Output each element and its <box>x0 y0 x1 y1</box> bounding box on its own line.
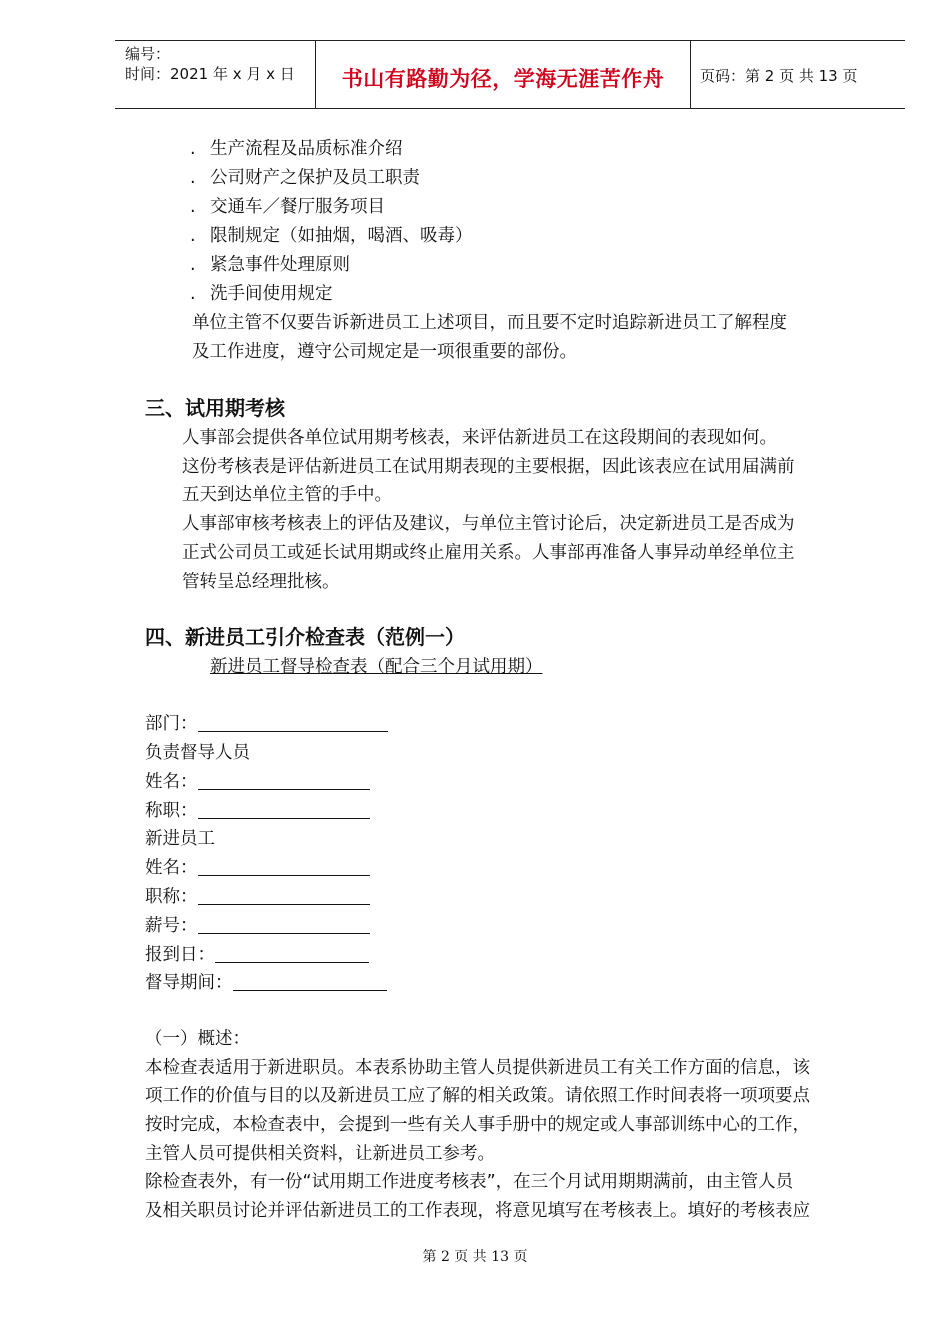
field-label: 部门： <box>145 714 198 734</box>
bullet-marker: . <box>190 139 196 159</box>
field-label: 姓名： <box>145 858 198 878</box>
header-motto-cell <box>315 41 691 108</box>
paragraph-line: 及相关职员讨论并评估新进员工的工作表现，将意见填写在考核表上。填好的考核表应 <box>145 1201 810 1221</box>
group-label: 新进员工 <box>145 829 215 849</box>
header-left-cell <box>115 41 315 108</box>
supervisor-title-field <box>145 799 370 823</box>
supervision-period-field <box>145 971 387 995</box>
paragraph-line: 主管人员可提供相关资料，让新进员工参考。 <box>145 1144 495 1164</box>
list-item <box>190 282 333 306</box>
paragraph-line: 正式公司员工或延长试用期或终止雇用关系。人事部再准备人事异动单经单位主 <box>182 543 795 563</box>
blank-line <box>198 915 370 934</box>
list-item-text: 生产流程及品质标准介绍 <box>210 139 403 159</box>
field-label: 称职： <box>145 801 198 821</box>
section-heading: 四、新进员工引介检查表（范例一） <box>145 625 465 649</box>
form-subtitle: 新进员工督导检查表（配合三个月试用期） <box>210 657 543 677</box>
list-item <box>190 253 350 277</box>
blank-line <box>198 886 370 905</box>
field-label: 督导期间： <box>145 973 233 993</box>
paragraph-line: 及工作进度，遵守公司规定是一项很重要的部份。 <box>192 342 577 362</box>
paragraph-line: 人事部审核考核表上的评估及建议，与单位主管讨论后，决定新进员工是否成为 <box>182 514 795 534</box>
blank-line <box>198 800 370 819</box>
field-label: 姓名： <box>145 772 198 792</box>
list-item <box>190 166 420 190</box>
list-item <box>190 137 403 161</box>
supervisor-name-field <box>145 770 370 794</box>
header-page-info: 页码：第 2 页 共 13 页 <box>700 67 858 85</box>
newhire-salary-field <box>145 914 370 938</box>
list-item-text: 洗手间使用规定 <box>210 284 333 304</box>
field-label: 薪号： <box>145 916 198 936</box>
list-item <box>190 224 473 248</box>
bullet-marker: . <box>190 197 196 217</box>
report-date-field <box>145 943 369 967</box>
paragraph-line: 除检查表外，有一份“试用期工作进度考核表”，在三个月试用期期满前，由主管人员 <box>145 1172 794 1192</box>
document-time-label: 时间：2021 年 x 月 x 日 <box>125 65 295 83</box>
paragraph-line: 单位主管不仅要告诉新进员工上述项目，而且要不定时追踪新进员工了解程度 <box>192 313 787 333</box>
bullet-marker: . <box>190 255 196 275</box>
newhire-name-field <box>145 856 370 880</box>
list-item-text: 交通车／餐厅服务项目 <box>210 197 385 217</box>
document-number-label: 编号： <box>125 45 171 63</box>
field-label: 报到日： <box>145 945 215 965</box>
paragraph-line: 五天到达单位主管的手中。 <box>182 485 392 505</box>
bullet-marker: . <box>190 168 196 188</box>
bullet-marker: . <box>190 284 196 304</box>
blank-line <box>198 857 370 876</box>
list-item-text: 公司财产之保护及员工职责 <box>210 168 420 188</box>
group-label: 负责督导人员 <box>145 743 250 763</box>
paragraph-line: 项工作的价值与目的以及新进员工应了解的相关政策。请依照工作时间表将一项项要点 <box>145 1086 810 1106</box>
page-header <box>115 40 905 109</box>
list-item-text: 紧急事件处理原则 <box>210 255 350 275</box>
newhire-title-field <box>145 885 370 909</box>
field-label: 职称： <box>145 887 198 907</box>
department-field <box>145 712 388 736</box>
blank-line <box>198 713 388 732</box>
page-footer: 第 2 页 共 13 页 <box>422 1249 528 1265</box>
paragraph-line: 本检查表适用于新进职员。本表系协助主管人员提供新进员工有关工作方面的信息，该 <box>145 1058 810 1078</box>
header-right-cell <box>690 41 905 108</box>
overview-heading: （一）概述： <box>145 1029 250 1049</box>
paragraph-line: 按时完成，本检查表中，会提到一些有关人事手册中的规定或人事部训练中心的工作， <box>145 1115 810 1135</box>
paragraph-line: 管转呈总经理批核。 <box>182 572 340 592</box>
blank-line <box>233 972 387 991</box>
blank-line <box>198 771 370 790</box>
list-item-text: 限制规定（如抽烟，喝酒、吸毒） <box>210 226 473 246</box>
header-motto: 书山有路勤为径，学海无涯苦作舟 <box>341 67 665 91</box>
blank-line <box>215 944 369 963</box>
list-item <box>190 195 385 219</box>
paragraph-line: 这份考核表是评估新进员工在试用期表现的主要根据，因此该表应在试用届满前 <box>182 457 795 477</box>
bullet-marker: . <box>190 226 196 246</box>
section-heading: 三、试用期考核 <box>145 396 285 420</box>
paragraph-line: 人事部会提供各单位试用期考核表，来评估新进员工在这段期间的表现如何。 <box>182 428 777 448</box>
